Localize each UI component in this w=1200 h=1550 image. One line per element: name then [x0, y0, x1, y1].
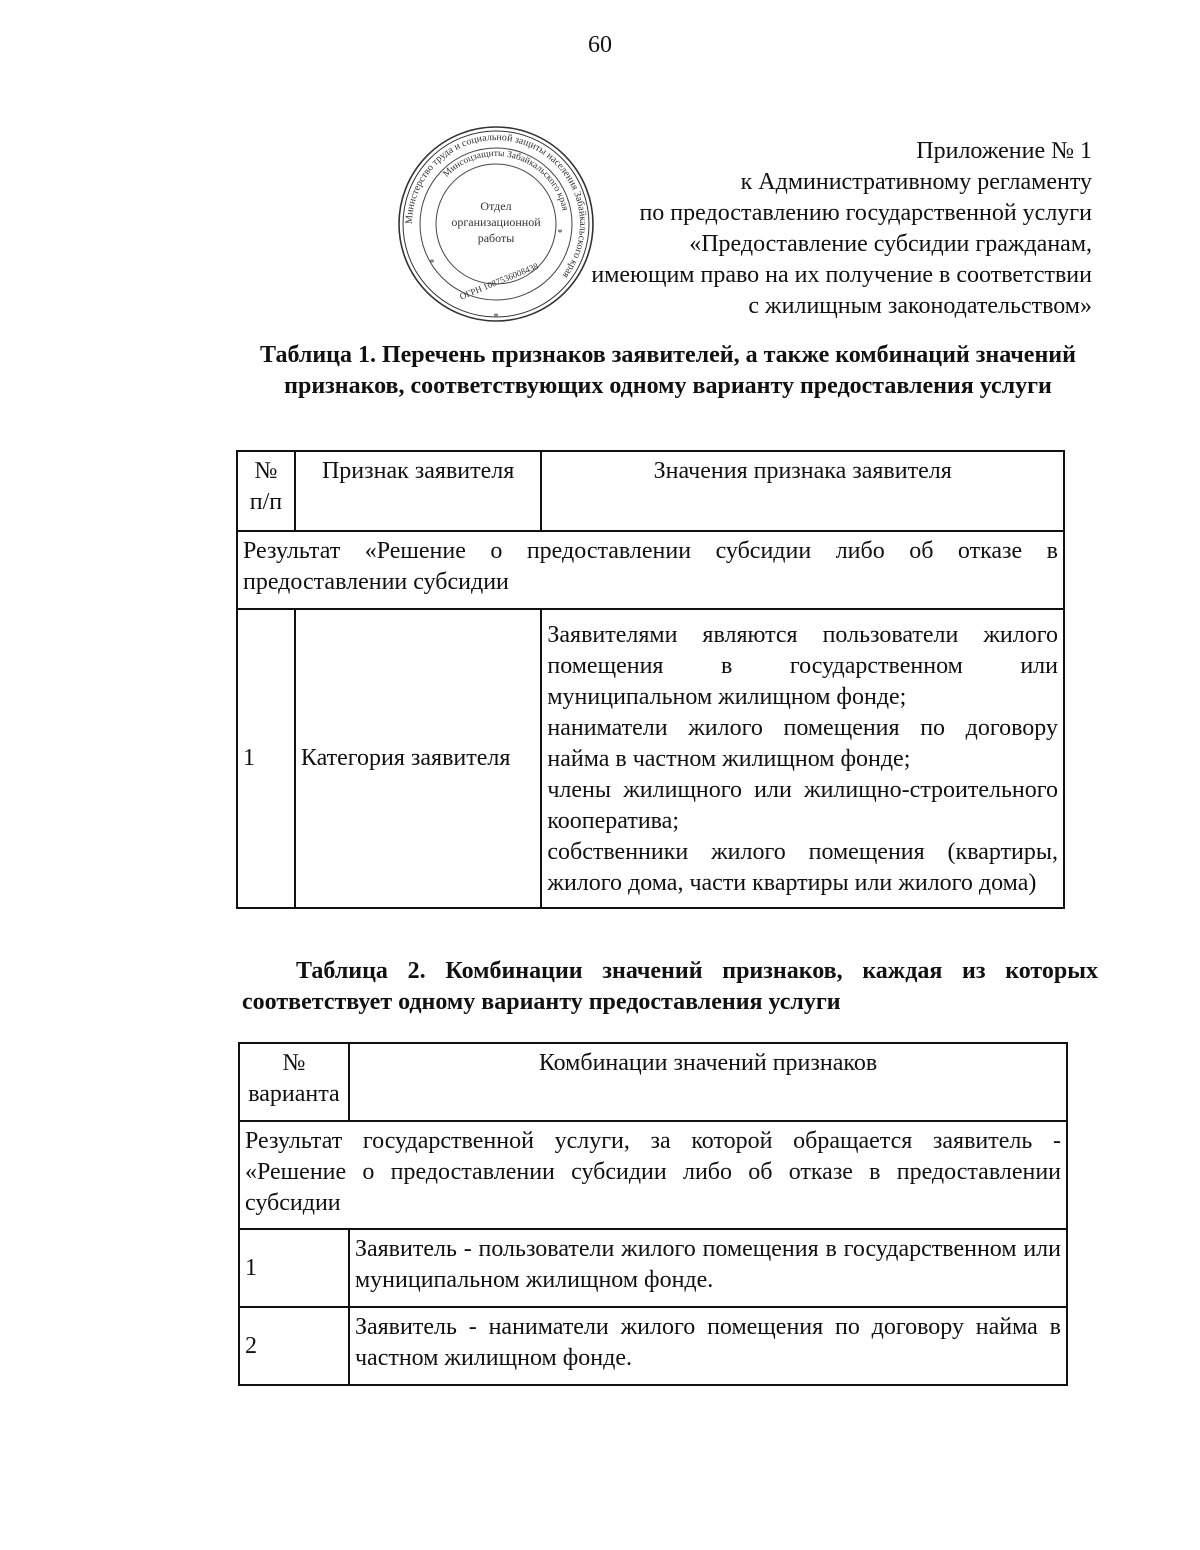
table2-row-number: 2	[239, 1307, 349, 1385]
table1-header-values: Значения признака заявителя	[541, 451, 1064, 531]
annex-line: с жилищным законодательством»	[748, 293, 1092, 319]
table1-result-text: Результат «Решение о предоставлении субсидии либо об отказе в предоставлении субсидии	[237, 531, 1064, 609]
table1-header-row	[237, 451, 1064, 531]
table1-header-attribute: Признак заявителя	[295, 451, 541, 531]
annex-line: Приложение № 1	[916, 138, 1092, 164]
table2-title: Таблица 2. Комбинации значений признаков, каждая из которых соответствует одному варианту предоставления услуги	[242, 958, 1098, 1015]
value-item: собственники жилого помещения (квартиры, жилого дома, части квартиры или жилого дома)	[547, 839, 1058, 896]
organization-stamp	[396, 124, 596, 324]
table2-result-text: Результат государственной услуги, за которой обращается заявитель - «Решение о предоставлении субсидии либо об отказе в предоставлении субсидии	[239, 1121, 1067, 1229]
page-number: 60	[588, 32, 612, 58]
table2-row-text: Заявитель - наниматели жилого помещения по договору найма в частном жилищном фонде.	[349, 1307, 1067, 1385]
table1-row-number: 1	[237, 609, 295, 908]
stamp-center-line-3: работы	[477, 231, 515, 245]
table1-title: Таблица 1. Перечень признаков заявителей, а также комбинаций значений признаков, соответствующих одному варианту предоставления услуги	[260, 342, 1076, 399]
table2-header-row	[239, 1043, 1067, 1121]
table-row	[239, 1229, 1067, 1307]
table2-result-row	[239, 1121, 1067, 1229]
annex-line: имеющим право на их получение в соответствии	[591, 262, 1092, 288]
table2-header-combinations: Комбинации значений признаков	[349, 1043, 1067, 1121]
stamp-inner-text: Минсоцзащиты Забайкальского края	[441, 148, 570, 212]
table-row	[239, 1307, 1067, 1385]
stamp-star-icon: *	[429, 258, 435, 269]
table1-header-number: № п/п	[237, 451, 295, 531]
value-item: члены жилищного или жилищно-строительного кооператива;	[547, 777, 1058, 834]
table1-row-values	[541, 609, 1064, 908]
annex-line: по предоставлению государственной услуги	[639, 200, 1092, 226]
table1	[236, 450, 1065, 909]
table-row	[237, 609, 1064, 908]
table2	[238, 1042, 1068, 1386]
stamp-center-line-2: организационной	[451, 215, 541, 229]
value-item: наниматели жилого помещения по договору найма в частном жилищном фонде;	[547, 715, 1058, 772]
stamp-ogrn: ОГРН 1087536008438	[458, 260, 540, 302]
stamp-star-icon: *	[493, 312, 499, 323]
annex-header	[591, 136, 1092, 322]
table2-row-text: Заявитель - пользователи жилого помещения в государственном или муниципальном жилищном фонде.	[349, 1229, 1067, 1307]
stamp-star-icon: *	[557, 228, 563, 239]
annex-line: к Административному регламенту	[740, 169, 1092, 195]
stamp-center-line-1: Отдел	[480, 199, 512, 213]
table1-row-attribute: Категория заявителя	[295, 609, 541, 908]
annex-line: «Предоставление субсидии гражданам,	[689, 231, 1092, 257]
table1-result-row	[237, 531, 1064, 609]
table2-row-number: 1	[239, 1229, 349, 1307]
value-item: Заявителями являются пользователи жилого помещения в государственном или муниципальном жилищном фонде;	[547, 622, 1058, 710]
table2-header-number: № варианта	[239, 1043, 349, 1121]
stamp-outer-text: Министерство труда и социальной защиты населения Забайкальского края	[403, 131, 589, 281]
